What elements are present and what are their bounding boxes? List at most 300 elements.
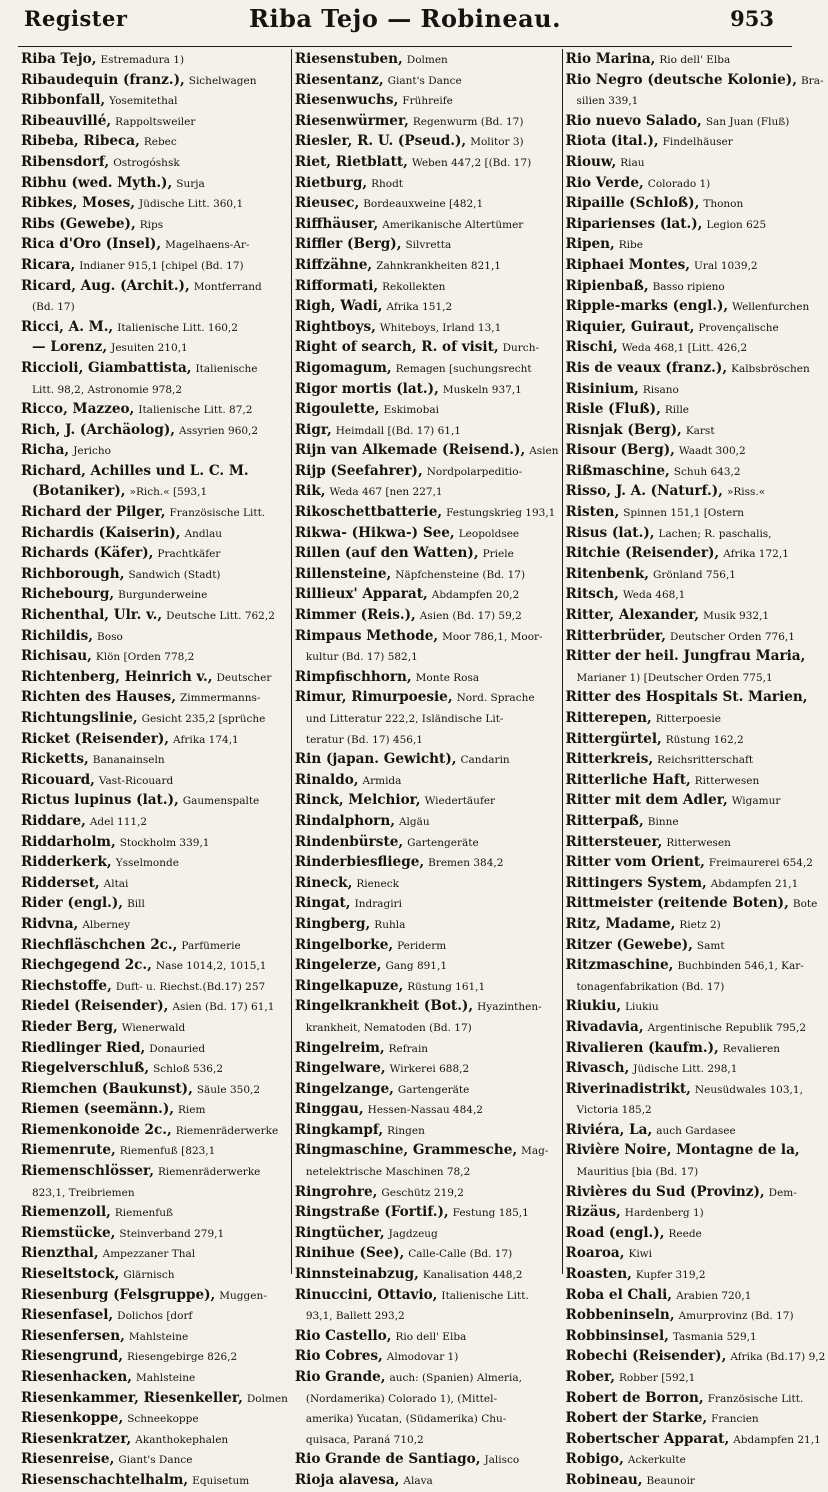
entry-reference: teratur (Bd. 17) 456,1: [305, 733, 423, 746]
index-entry: [566, 626, 826, 647]
entry-reference: Jalisco: [484, 1454, 520, 1467]
index-entry: [295, 379, 559, 400]
index-entry: [21, 1243, 288, 1264]
index-entry: [566, 687, 826, 708]
entry-reference: »Riss.«: [726, 486, 766, 499]
entry-reference: Französische Litt.: [169, 507, 266, 520]
index-entry: [295, 1182, 559, 1203]
entry-headword: Ringstraße (Fortif.),: [294, 1204, 449, 1221]
entry-headword: Ringmaschine, Grammesche,: [294, 1142, 518, 1159]
entry-reference: Glärnisch: [123, 1269, 175, 1282]
entry-headword: Rio Negro (deutsche Kolonie),: [565, 71, 797, 88]
entry-headword: Ripienbaß,: [565, 277, 649, 294]
entry-headword: Riesenschachtelhalm,: [21, 1471, 189, 1488]
entry-headword: Ricard, Aug. (Archit.),: [21, 277, 190, 294]
index-entry: [566, 523, 826, 544]
entry-reference: Jüdische Litt. 360,1: [138, 198, 244, 211]
entry-reference: Rietz 2): [679, 918, 721, 931]
entry-reference: Mag-: [521, 1145, 549, 1158]
index-entry: [566, 1326, 826, 1347]
entry-reference: Gartengeräte: [407, 836, 479, 849]
entry-reference: und Litteratur 222,2, Isländische Lit-: [305, 713, 504, 725]
index-entry: [295, 234, 559, 255]
entry-reference: Geschütz 219,2: [381, 1186, 464, 1199]
index-entry: [21, 461, 288, 482]
entry-reference: netelektrische Maschinen 78,2: [305, 1166, 471, 1179]
entry-headword: Riffler (Berg),: [294, 236, 402, 253]
index-entry: [295, 852, 559, 873]
entry-headword: Ripaille (Schloß),: [565, 195, 700, 212]
entry-headword: Rinihue (See),: [294, 1245, 405, 1262]
index-entry: [21, 955, 288, 976]
index-entry: [21, 1058, 288, 1079]
index-entry: [295, 420, 559, 441]
index-entry: [295, 543, 559, 564]
entry-reference: Adel 111,2: [89, 815, 148, 828]
entry-headword: Riparienses (lat.),: [565, 215, 703, 232]
index-entry: [21, 935, 288, 956]
entry-headword: Riesengrund,: [21, 1348, 123, 1365]
index-entry: [566, 852, 826, 873]
entry-headword: Risinium,: [565, 380, 639, 397]
index-entry: [566, 214, 826, 235]
entry-headword: Rineck,: [294, 874, 353, 891]
index-entry: [566, 193, 826, 214]
index-entry: [566, 70, 826, 91]
entry-reference: Samt: [696, 939, 725, 952]
entry-reference: Hyazinthen-: [477, 1001, 542, 1014]
entry-reference: Magelhaens-Ar-: [165, 239, 250, 252]
entry-headword: Rindalphorn,: [294, 812, 395, 829]
entry-headword: Richa,: [21, 442, 70, 459]
index-entry: [566, 461, 826, 482]
entry-reference: Riemenräderwerke: [175, 1124, 279, 1137]
entry-reference: Muggen-: [219, 1289, 267, 1302]
index-entry: [566, 1346, 826, 1367]
entry-reference: kultur (Bd. 17) 582,1: [305, 651, 418, 664]
entry-reference: Risano: [642, 383, 679, 396]
entry-headword: Risten,: [565, 504, 620, 521]
entry-headword: Ritterpaß,: [565, 812, 644, 829]
entry-headword: Richardis (Kaiserin),: [21, 524, 181, 541]
index-entry: [295, 1470, 559, 1491]
entry-headword: Riemchen (Baukunst),: [21, 1080, 193, 1097]
index-entry: [295, 1202, 559, 1223]
entry-headword: Ritchie (Reisender),: [565, 545, 720, 562]
entry-headword: Ritterliche Haft,: [565, 771, 691, 788]
entry-reference: Periderm: [397, 939, 447, 952]
entry-reference: 823,1, Treibriemen: [32, 1186, 135, 1199]
entry-reference: Amurprovinz (Bd. 17): [678, 1310, 794, 1323]
entry-headword: Riemenschlösser,: [21, 1163, 154, 1180]
entry-reference: Freimaurerei 654,2: [708, 857, 813, 870]
index-entry: [295, 111, 559, 132]
entry-headword: Ringgau,: [294, 1101, 364, 1118]
entry-headword: Rio Marina,: [565, 51, 656, 67]
index-entry: [295, 1326, 559, 1347]
entry-headword: Roasten,: [565, 1266, 632, 1283]
entry-headword: Ripen,: [565, 236, 615, 253]
entry-headword: Riba Tejo,: [21, 51, 97, 67]
index-entry: [295, 1408, 559, 1429]
entry-headword: Ritzer (Gewebe),: [565, 936, 693, 953]
entry-reference: Ritterwesen: [694, 774, 760, 787]
index-entry: [21, 832, 288, 853]
index-entry: [566, 646, 826, 667]
entry-reference: Armida: [362, 774, 402, 787]
entry-headword: Richisau,: [21, 648, 92, 665]
entry-headword: Rica d'Oro (Insel),: [21, 236, 162, 253]
entry-headword: Rijp (Seefahrer),: [294, 462, 423, 479]
index-entry: [566, 1408, 826, 1429]
entry-reference: Parfümerie: [181, 939, 241, 952]
entry-headword: Richards (Käfer),: [21, 545, 154, 562]
index-entry: [566, 873, 826, 894]
entry-headword: Ringelkapuze,: [294, 977, 404, 994]
entry-headword: Rikoschettbatterie,: [294, 504, 443, 521]
entry-reference: Säule 350,2: [196, 1083, 261, 1096]
entry-reference: Findelhäuser: [662, 136, 733, 149]
entry-reference: Liukiu: [625, 1001, 659, 1014]
index-entry: [21, 790, 288, 811]
entry-reference: Whiteboys, Irland 13,1: [379, 321, 502, 334]
entry-headword: Rigoulette,: [294, 401, 380, 418]
entry-reference: Wellenfurchen: [732, 301, 810, 314]
index-entry: [21, 523, 288, 544]
entry-reference: Stockholm 339,1: [119, 836, 210, 849]
entry-reference: Indianer 915,1 [chipel (Bd. 17): [79, 259, 244, 272]
entry-reference: Weda 468,1 [Litt. 426,2: [621, 342, 748, 355]
entry-reference: Calle-Calle (Bd. 17): [408, 1248, 513, 1261]
entry-reference: Reichsritterschaft: [657, 754, 754, 767]
index-entry: [566, 708, 826, 729]
index-entry: [566, 749, 826, 770]
entry-reference: Afrika 172,1: [723, 548, 789, 561]
index-entry: [566, 420, 826, 441]
entry-reference: Rille: [664, 404, 690, 417]
index-entry: [21, 131, 288, 152]
entry-headword: Ritz, Madame,: [565, 915, 676, 932]
index-entry: [295, 481, 559, 502]
entry-headword: Riechstoffe,: [21, 977, 112, 994]
entry-reference: Ringen: [387, 1124, 425, 1137]
entry-reference: (Bd. 17): [32, 301, 75, 314]
entry-headword: Robineau,: [565, 1471, 643, 1488]
entry-reference: Bremen 384,2: [428, 857, 504, 870]
entry-headword: Rimmer (Reis.),: [294, 607, 416, 624]
entry-headword: Ricketts,: [21, 751, 89, 768]
index-entry: [21, 749, 288, 770]
entry-headword: Ricco, Mazzeo,: [21, 401, 135, 418]
entry-headword: — Lorenz,: [32, 339, 108, 356]
entry-headword: Ribhu (wed. Myth.),: [21, 174, 173, 191]
index-entry: [21, 337, 288, 358]
entry-reference: Gang 891,1: [385, 960, 447, 973]
entry-reference: Rhodt: [371, 177, 404, 190]
entry-reference: Amerikanische Altertümer: [382, 218, 524, 231]
index-entry: [566, 502, 826, 523]
entry-reference: Riemenräderwerke: [157, 1166, 261, 1179]
index-entry: [21, 687, 288, 708]
index-entry: [295, 564, 559, 585]
entry-reference: Moor 786,1, Moor-: [442, 630, 543, 643]
entry-headword: Ritzmaschine,: [565, 957, 674, 974]
entry-headword: Ribbonfall,: [21, 92, 106, 109]
entry-headword: Ringkampf,: [294, 1121, 384, 1138]
entry-reference: Italienische: [195, 362, 258, 375]
index-entry: [21, 1326, 288, 1347]
entry-headword: Rio Cobres,: [294, 1348, 383, 1365]
entry-reference: »Rich.« [593,1: [129, 486, 208, 499]
entry-reference: 93,1, Ballett 293,2: [305, 1310, 405, 1323]
index-entry: [566, 1264, 826, 1285]
index-entry: [21, 379, 288, 400]
entry-reference: Jesuiten 210,1: [111, 342, 188, 355]
entry-headword: Rinnsteinabzug,: [294, 1266, 419, 1283]
entry-headword: Riddare,: [21, 812, 86, 829]
index-entry: [295, 1264, 559, 1285]
index-entry: [21, 358, 288, 379]
entry-headword: Robert der Starke,: [565, 1410, 708, 1427]
entry-headword: Ribs (Gewebe),: [21, 215, 136, 232]
entry-reference: Jagdzeug: [388, 1227, 438, 1240]
entry-headword: Rittergürtel,: [565, 730, 662, 747]
index-entry: [21, 420, 288, 441]
index-entry: [566, 976, 826, 997]
index-entry: [295, 1305, 559, 1326]
index-entry: [295, 523, 559, 544]
entry-headword: Robert de Borron,: [565, 1389, 704, 1406]
entry-headword: Righ, Wadi,: [294, 298, 383, 315]
entry-headword: Rin (japan. Gewicht),: [294, 751, 457, 768]
entry-reference: Gesicht 235,2 [sprüche: [141, 713, 266, 725]
entry-headword: Riet, Rietblatt,: [294, 153, 408, 170]
entry-reference: Kalbsbröschen: [731, 362, 810, 375]
index-entry: [295, 296, 559, 317]
index-entry: [21, 1223, 288, 1244]
entry-reference: Afrika 174,1: [173, 733, 239, 746]
entry-headword: Ripple-marks (engl.),: [565, 298, 729, 315]
entry-headword: Right of search, R. of visit,: [294, 339, 499, 356]
index-entry: [21, 1017, 288, 1038]
entry-reference: Afrika 151,2: [386, 301, 453, 314]
entry-reference: Wigamur: [731, 795, 781, 808]
entry-reference: Algäu: [398, 815, 430, 828]
entry-reference: Assyrien 960,2: [179, 424, 259, 437]
entry-reference: Estremadura 1): [100, 54, 185, 66]
entry-headword: Riverinadistrikt,: [565, 1080, 691, 1097]
entry-headword: Rillen (auf den Watten),: [294, 545, 479, 562]
entry-headword: Riouw,: [565, 153, 617, 170]
entry-reference: Colorado 1): [647, 177, 711, 190]
index-entry: [566, 667, 826, 688]
entry-reference: Candarin: [460, 754, 510, 767]
index-entry: [295, 790, 559, 811]
entry-headword: Ringelerze,: [294, 957, 382, 974]
entry-reference: Ostrogóshsk: [113, 156, 180, 169]
entry-headword: Rittingers System,: [565, 874, 707, 891]
index-entry: [566, 1120, 826, 1141]
entry-headword: Riffzähne,: [294, 256, 373, 273]
index-entry: [295, 337, 559, 358]
entry-reference: Rips: [139, 218, 164, 231]
entry-reference: Wiedertäufer: [424, 795, 496, 808]
entry-headword: Rio nuevo Salado,: [565, 112, 702, 129]
entry-headword: Rinck, Melchior,: [294, 792, 421, 809]
entry-reference: Rio dell' Elba: [395, 1330, 467, 1343]
entry-reference: Klön [Orden 778,2: [95, 651, 195, 664]
index-entry: [295, 770, 559, 791]
index-column-1: [18, 49, 291, 1488]
entry-reference: Waadt 300,2: [678, 445, 746, 458]
entry-reference: Muskeln 937,1: [442, 383, 522, 396]
index-entry: [295, 1367, 559, 1388]
index-entry: [21, 1202, 288, 1223]
index-entry: [295, 687, 559, 708]
index-entry: [295, 667, 559, 688]
entry-headword: Riccioli, Giambattista,: [21, 359, 192, 376]
index-entry: [295, 584, 559, 605]
entry-reference: Weda 467 [nen 227,1: [329, 486, 443, 499]
entry-headword: (Botaniker),: [32, 483, 126, 500]
index-entry: [295, 605, 559, 626]
index-entry: [295, 1079, 559, 1100]
index-entry: [295, 317, 559, 338]
index-entry: [21, 914, 288, 935]
entry-reference: Montferrand: [193, 280, 262, 293]
entry-reference: Nord. Sprache: [456, 692, 535, 705]
entry-reference: Bananainseln: [92, 754, 165, 767]
entry-reference: Steinverband 279,1: [119, 1227, 225, 1240]
index-entry: [21, 667, 288, 688]
entry-headword: Riesenkammer, Riesenkeller,: [21, 1389, 243, 1406]
index-entry: [566, 729, 826, 750]
index-entry: [295, 358, 559, 379]
index-entry: [21, 646, 288, 667]
entry-headword: Richenthal, Ulr. v.,: [21, 607, 163, 624]
index-entry: [566, 1305, 826, 1326]
index-entry: [566, 111, 826, 132]
entry-headword: Rio Castello,: [294, 1327, 392, 1344]
index-entry: [566, 358, 826, 379]
entry-reference: auch Gardasee: [656, 1124, 736, 1137]
entry-headword: Riquier, Guiraut,: [565, 318, 695, 335]
index-entry: [21, 1470, 288, 1491]
entry-headword: Rivadavia,: [565, 1018, 644, 1035]
entry-headword: Ringtücher,: [294, 1224, 385, 1241]
entry-reference: Hardenberg 1): [624, 1207, 704, 1220]
entry-reference: Abdampfen 21,1: [710, 877, 799, 890]
entry-headword: Rik,: [294, 483, 326, 500]
entry-headword: Rinaldo,: [294, 771, 359, 788]
index-entry: [295, 914, 559, 935]
entry-headword: Rio Grande de Santiago,: [294, 1451, 481, 1468]
entry-reference: Asien (Bd. 17) 61,1: [172, 1001, 275, 1014]
index-entry: [21, 543, 288, 564]
index-entry: [566, 790, 826, 811]
index-entry: [566, 317, 826, 338]
entry-headword: Rictus lupinus (lat.),: [21, 792, 179, 809]
entry-headword: Riesenwuchs,: [294, 92, 399, 109]
entry-reference: Riesengebirge 826,2: [126, 1351, 238, 1364]
entry-headword: Riesenwürmer,: [294, 112, 409, 129]
index-entry: [566, 1058, 826, 1079]
entry-reference: Victoria 185,2: [576, 1104, 652, 1117]
index-entry: [21, 1079, 288, 1100]
entry-headword: Richard der Pilger,: [21, 504, 166, 521]
entry-reference: Ritterwesen: [666, 836, 731, 849]
index-entry: [21, 729, 288, 750]
entry-headword: Risour (Berg),: [565, 442, 675, 459]
index-entry: [566, 152, 826, 173]
entry-headword: Rikwa- (Hikwa-) See,: [294, 524, 455, 541]
entry-reference: Schloß 536,2: [153, 1063, 224, 1076]
index-entry: [566, 1367, 826, 1388]
entry-reference: Silvretta: [405, 239, 452, 252]
index-entry: [566, 1388, 826, 1409]
entry-reference: Molitor 3): [470, 136, 524, 149]
entry-headword: Risle (Fluß),: [565, 401, 661, 418]
entry-reference: tonagenfabrikation (Bd. 17): [576, 980, 725, 993]
entry-headword: Riechgegend 2c.,: [21, 957, 152, 974]
entry-reference: Asien: [529, 445, 559, 458]
entry-reference: Weda 468,1: [622, 589, 686, 602]
index-entry: [295, 646, 559, 667]
page-number: 953: [730, 6, 774, 31]
entry-reference: Tasmania 529,1: [672, 1330, 757, 1343]
index-entry: [21, 399, 288, 420]
index-entry: [21, 626, 288, 647]
index-entry: [566, 173, 826, 194]
entry-headword: Rittmeister (reitende Boten),: [565, 895, 789, 912]
entry-reference: Donauried: [149, 1042, 206, 1055]
index-entry: [21, 276, 288, 297]
entry-headword: Rigor mortis (lat.),: [294, 380, 439, 397]
entry-reference: quisaca, Paraná 710,2: [305, 1433, 424, 1446]
entry-headword: Riesenreise,: [21, 1451, 115, 1468]
index-entry: [21, 708, 288, 729]
index-entry: [21, 1161, 288, 1182]
entry-headword: Riota (ital.),: [565, 133, 659, 150]
entry-reference: Basso ripieno: [652, 280, 725, 293]
entry-headword: Ringelborke,: [294, 936, 394, 953]
entry-headword: Rißmaschine,: [565, 462, 670, 479]
entry-headword: Rider (engl.),: [21, 895, 124, 912]
entry-headword: Richtenberg, Heinrich v.,: [21, 668, 213, 685]
entry-reference: Monte Rosa: [415, 671, 480, 684]
entry-reference: Riem: [178, 1104, 206, 1117]
index-entry: [566, 1202, 826, 1223]
index-entry: [21, 1038, 288, 1059]
entry-reference: Akanthokephalen: [135, 1433, 229, 1446]
entry-headword: Ritterepen,: [565, 710, 652, 726]
index-entry: [295, 461, 559, 482]
entry-reference: Giant's Dance: [118, 1454, 193, 1467]
entry-headword: Rimpfischhorn,: [294, 668, 412, 685]
index-columns: [18, 49, 826, 1488]
entry-reference: Asien (Bd. 17) 59,2: [419, 610, 522, 623]
index-entry: [295, 996, 559, 1017]
index-entry: [295, 399, 559, 420]
entry-reference: Legion 625: [706, 218, 767, 231]
entry-reference: Durch-: [502, 342, 540, 355]
entry-headword: Ridvna,: [21, 915, 79, 932]
entry-headword: Ringberg,: [294, 915, 371, 932]
entry-headword: Rio Verde,: [565, 174, 644, 191]
index-entry: [566, 914, 826, 935]
entry-headword: Ritter der heil. Jungfrau Maria,: [565, 648, 806, 665]
index-entry: [295, 1120, 559, 1141]
